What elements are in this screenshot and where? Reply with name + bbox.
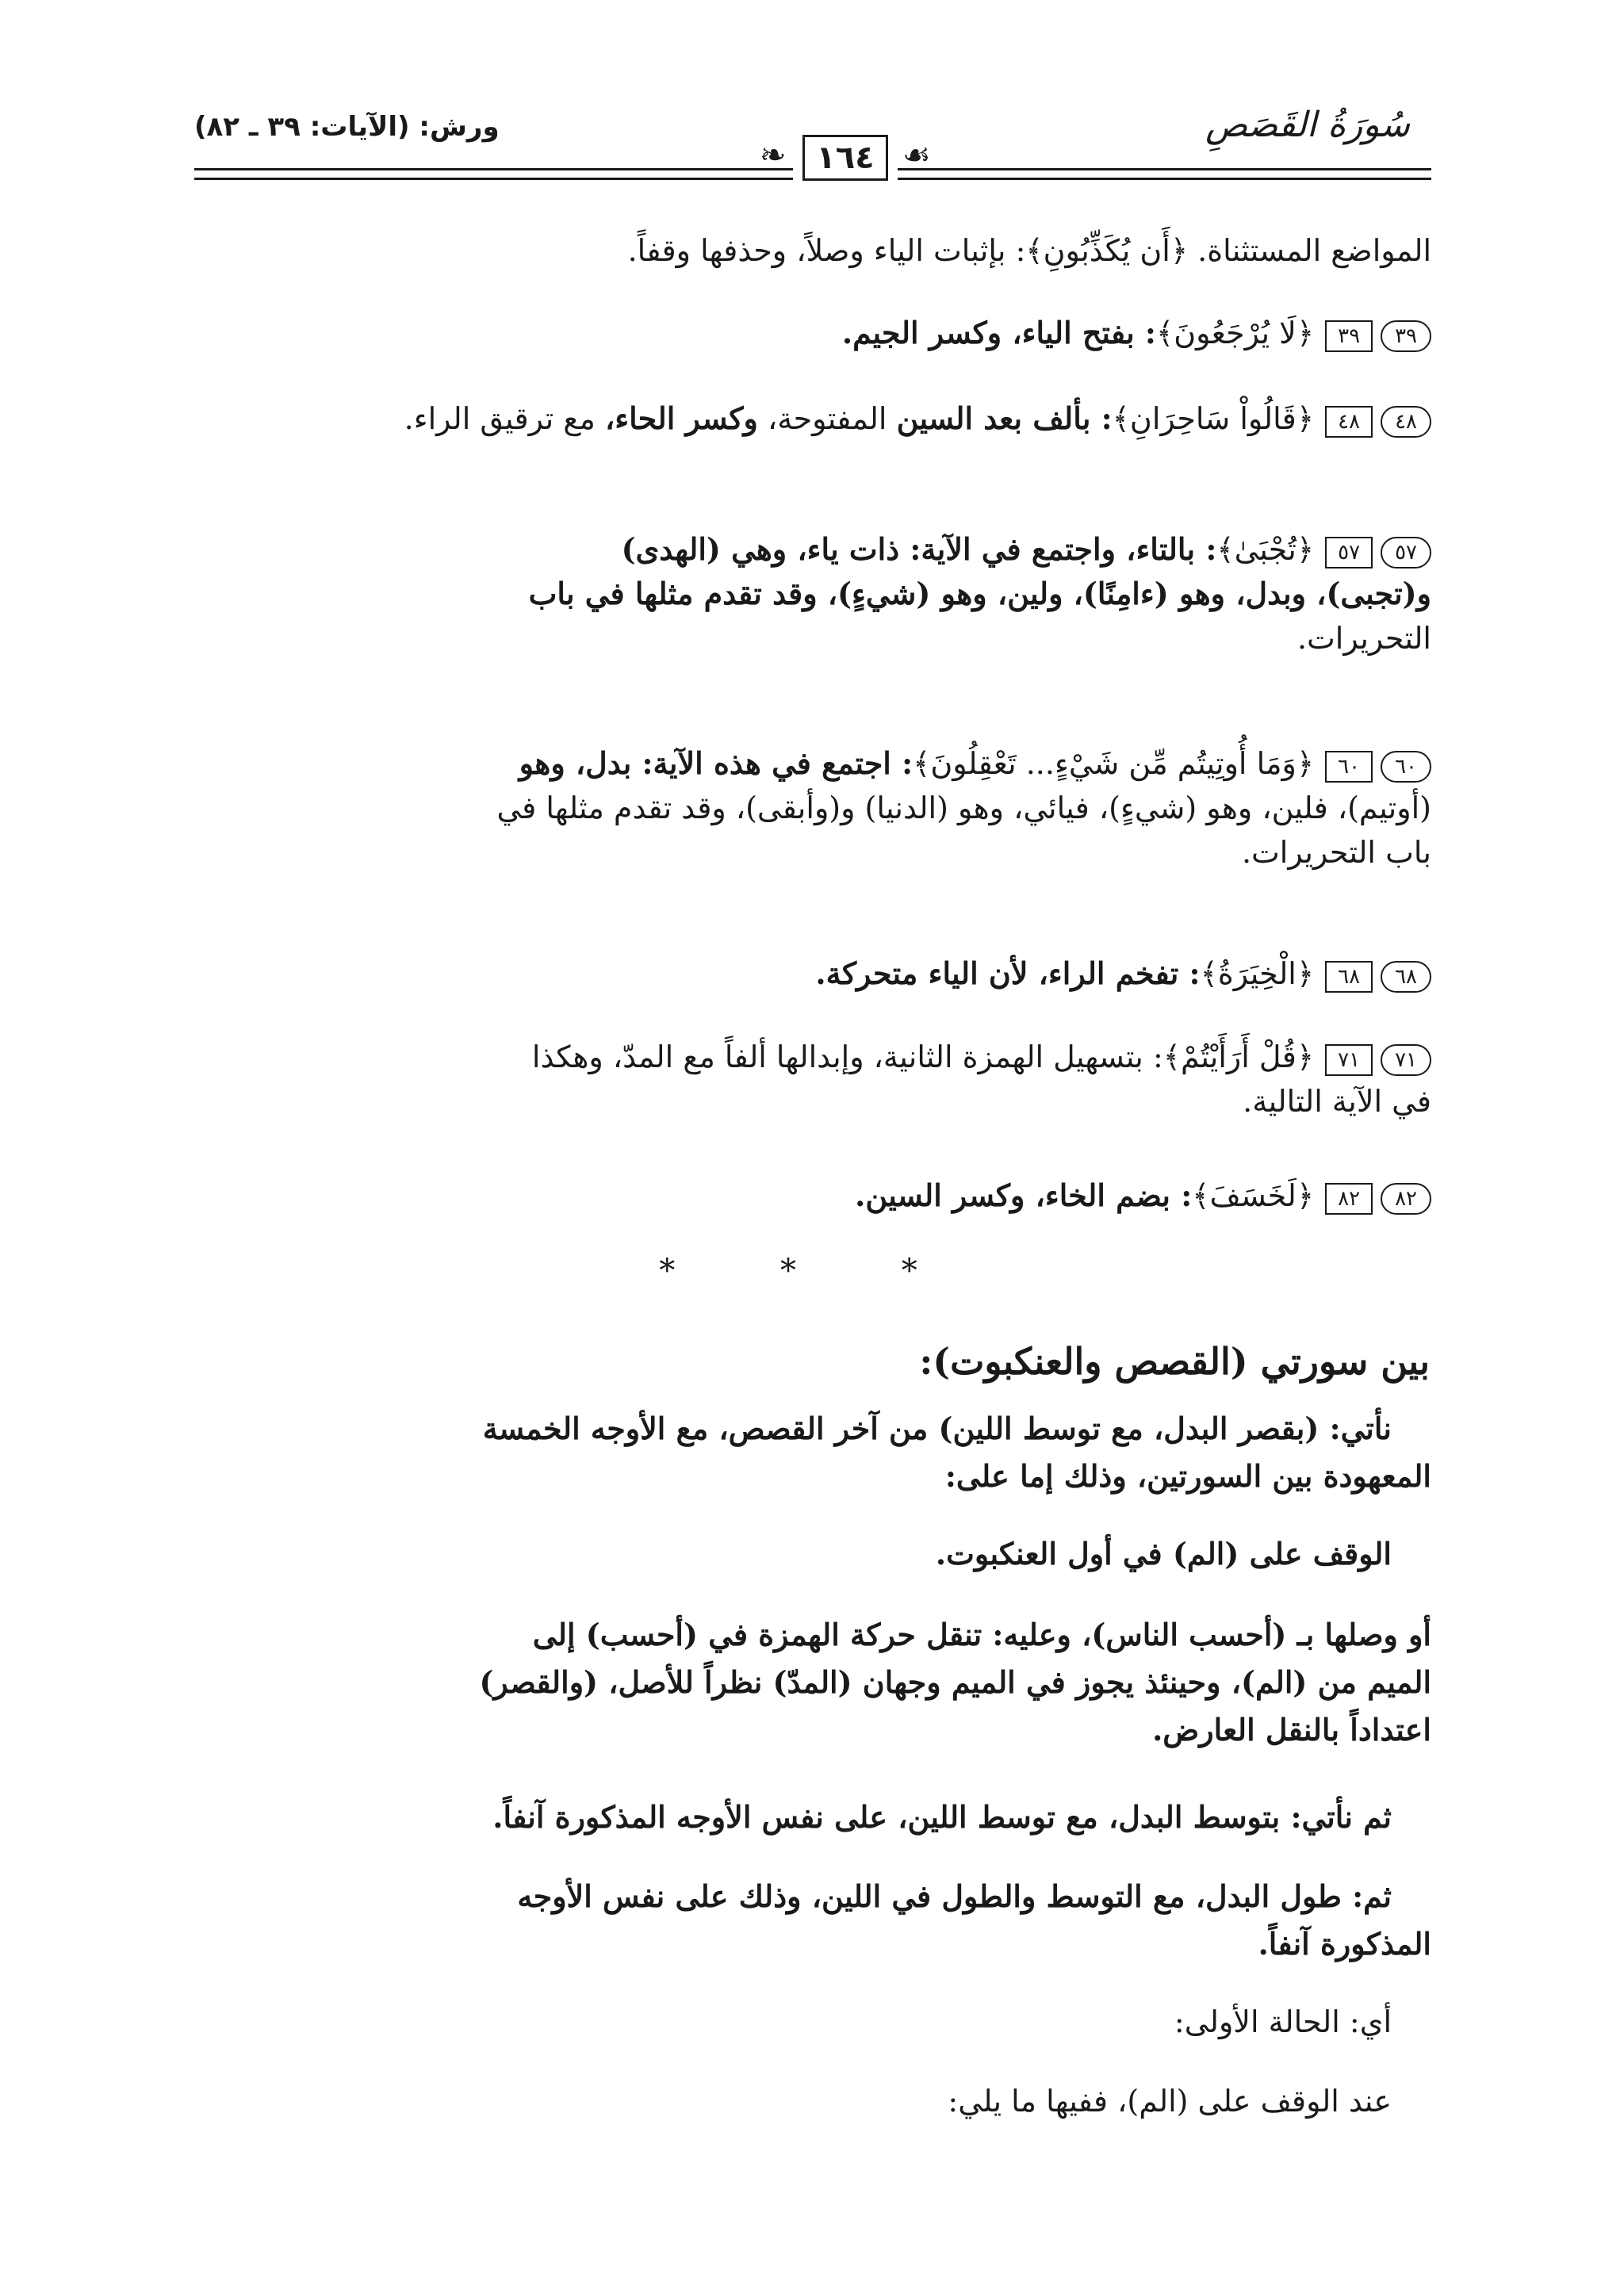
verse-number: ٦٨ <box>1325 961 1373 993</box>
verse-marker-icon: ٦٨ <box>1381 961 1431 993</box>
entry-text: : بضم الخاء، وكسر السين. <box>855 1177 1193 1213</box>
verse-marker-icon: ٤٨ <box>1381 406 1431 438</box>
paragraph-2 <box>194 1530 1431 1578</box>
entry-text: المفتوحة، <box>757 401 897 436</box>
paragraph-1 <box>194 1405 1431 1500</box>
paragraph-line: ثم: طول البدل، مع التوسط والطول في اللين، وذلك على نفس الأوجه <box>517 1878 1392 1914</box>
quran-text: ﴿الْخِيَرَةُ﴾ <box>1200 956 1315 991</box>
intro-line: المواضع المستثناة. ﴿أَن يُكَذِّبُونِ﴾: بإثبات الياء وصلاً، وحذفها وقفاً. <box>627 233 1431 268</box>
entry-text: باب التحريرات. <box>1241 835 1431 870</box>
quran-text: ﴿قَالُواْ سَاحِرَانِ﴾ <box>1112 401 1315 436</box>
entry-60 <box>194 741 1431 875</box>
verse-number: ٨٢ <box>1325 1183 1373 1215</box>
entry-71 <box>194 1035 1431 1124</box>
paragraph-7 <box>194 2077 1431 2125</box>
entry-39 <box>194 311 1431 355</box>
paragraph-line: أو وصلها بـ (أحسب الناس)، وعليه: تنقل حركة الهمزة في (أحسب) إلى <box>532 1617 1431 1652</box>
entry-48 <box>194 396 1431 441</box>
entry-text: : بألف بعد السين <box>896 400 1113 436</box>
verse-marker-icon: ٨٢ <box>1381 1183 1431 1215</box>
entry-text: وكسر الحاء، <box>604 400 758 436</box>
ornament-icon: ❧ <box>760 137 787 174</box>
entry-text: التحريرات. <box>1297 621 1431 656</box>
paragraph-3 <box>194 1611 1431 1754</box>
entry-text: : بالتاء، واجتمع في الآية: ذات ياء، وهي (الهدى) <box>621 531 1217 567</box>
paragraph-line: المذكورة آنفاً. <box>1258 1926 1431 1962</box>
paragraph-line: نأتي: (بقصر البدل، مع توسط اللين) من آخر القصص، مع الأوجه الخمسة <box>482 1411 1392 1446</box>
paragraph-line: أي: الحالة الأولى: <box>1174 2004 1392 2039</box>
paragraph-line: ثم نأتي: بتوسط البدل، مع توسط اللين، على نفس الأوجه المذكورة آنفاً. <box>492 1799 1392 1835</box>
verse-number: ٥٧ <box>1325 537 1373 568</box>
section-divider-stars: * * * <box>659 1253 965 1289</box>
quran-text: ﴿لَا يُرْجَعُونَ﴾ <box>1155 316 1315 350</box>
paragraph-5 <box>194 1873 1431 1968</box>
paragraph-line: الميم من (الم)، وحينئذ يجوز في الميم وجهان (المدّ) نظراً للأصل، (والقصر) <box>479 1664 1431 1700</box>
entry-text: : بفتح الياء، وكسر الجيم. <box>841 315 1156 350</box>
paragraph-line: الوقف على (الم) في أول العنكبوت. <box>935 1536 1392 1571</box>
verse-number: ٧١ <box>1325 1044 1373 1076</box>
entry-text: : اجتمع في هذه الآية: بدل، وهو <box>519 745 914 781</box>
entry-57 <box>194 527 1431 660</box>
verse-range: ورش: (الآيات: ٣٩ ـ ٨٢) <box>194 111 500 143</box>
ornament-icon: ☙ <box>902 137 931 174</box>
entry-text: و(تجبى)، وبدل، وهو (ءامِنًا)، ولين، وهو (شيءٍ)، وقد تقدم مثلها في باب <box>528 576 1431 611</box>
paragraph-line: عند الوقف على (الم)، ففيها ما يلي: <box>948 2084 1392 2119</box>
quran-text: ﴿وَمَا أُوتِيتُم مِّن شَيْءٍ... تَعْقِلُونَ﴾ <box>913 746 1315 781</box>
verse-marker-icon: ٦٠ <box>1381 751 1431 783</box>
paragraph-6 <box>194 1998 1431 2046</box>
entry-text: : تفخم الراء، لأن الياء متحركة. <box>815 955 1201 991</box>
entry-68 <box>194 951 1431 996</box>
entry-text: : بتسهيل الهمزة الثانية، وإبدالها ألفاً مع المدّ، وهكذا <box>531 1039 1163 1074</box>
quran-text: ﴿تُجْبَىٰ﴾ <box>1216 532 1315 567</box>
paragraph-line: المعهودة بين السورتين، وذلك إما على: <box>944 1458 1431 1494</box>
quran-text: ﴿لَخَسَفَ﴾ <box>1192 1178 1315 1213</box>
entry-text: في الآية التالية. <box>1243 1084 1431 1119</box>
quran-text: ﴿قُلْ أَرَأَيْتُمْ﴾ <box>1162 1039 1315 1074</box>
section-title: بين سورتي (القصص والعنكبوت): <box>919 1340 1430 1383</box>
verse-number: ٤٨ <box>1325 406 1373 438</box>
paragraph-4 <box>194 1793 1431 1841</box>
page-number-box <box>793 133 898 182</box>
entry-text: مع ترقيق الراء. <box>404 401 605 436</box>
verse-marker-icon: ٧١ <box>1381 1044 1431 1076</box>
entry-text: (أوتيم)، فلين، وهو (شيءٍ)، فيائي، وهو (الدنيا) و(وأبقى)، وقد تقدم مثلها في <box>496 790 1431 825</box>
paragraph-line: اعتداداً بالنقل العارض. <box>1152 1712 1431 1748</box>
entry-82 <box>194 1173 1431 1218</box>
verse-number: ٦٠ <box>1325 751 1373 783</box>
page-number: ١٦٤ <box>802 135 887 181</box>
verse-marker-icon: ٥٧ <box>1381 537 1431 568</box>
verse-number: ٣٩ <box>1325 320 1373 352</box>
verse-marker-icon: ٣٩ <box>1381 320 1431 352</box>
surah-title: سُورَةُ القَصَصِ <box>1205 105 1410 145</box>
